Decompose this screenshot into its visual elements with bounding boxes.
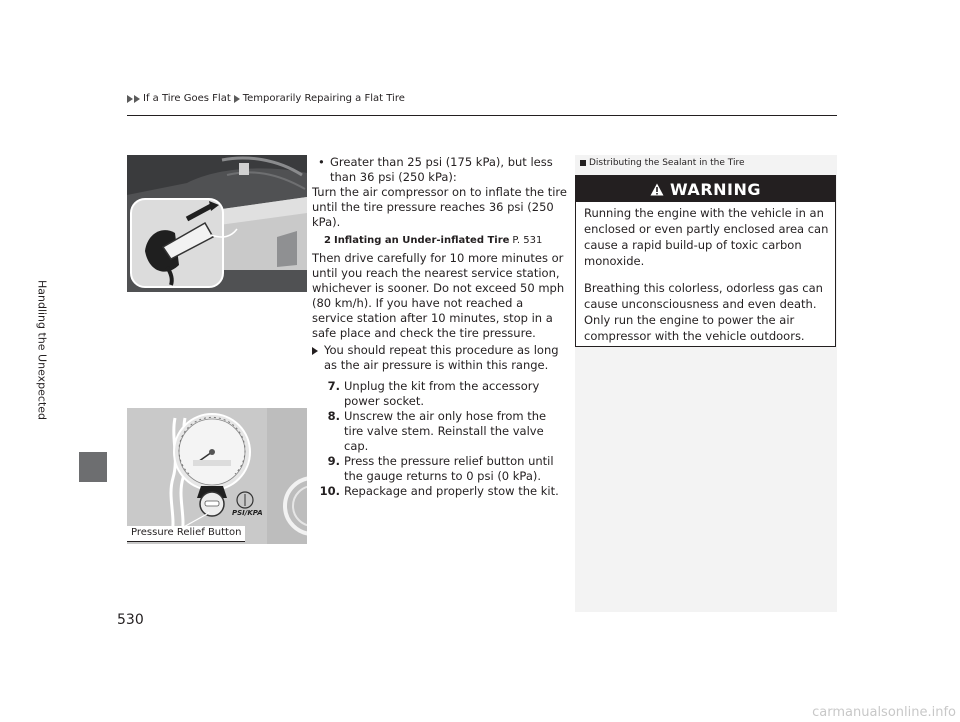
step-text: Repackage and properly stow the kit. — [344, 484, 559, 498]
step-number: 7. — [327, 379, 340, 393]
breadcrumb-arrow-icon — [127, 95, 133, 103]
step-item — [312, 454, 567, 484]
step-number: 9. — [327, 454, 340, 468]
breadcrumb-arrow-icon — [234, 95, 240, 103]
footer-watermark[interactable]: carmanualsonline.info — [812, 705, 956, 720]
main-content — [312, 155, 567, 499]
arrow-icon — [312, 347, 318, 355]
section-tab-marker[interactable] — [79, 452, 107, 482]
step-item — [312, 379, 567, 409]
warning-header — [576, 176, 835, 202]
warning-text — [584, 205, 830, 355]
bullet-text: Greater than 25 psi (175 kPa), but less than 36 psi (250 kPa): — [330, 155, 553, 184]
step-number: 10. — [319, 484, 340, 498]
note-marker-icon — [580, 160, 586, 166]
header-rule — [127, 115, 837, 116]
step-text: Unplug the kit from the accessory power socket. — [344, 379, 540, 408]
arrow-note-text: You should repeat this procedure as long as the air pressure is within this range. — [324, 343, 559, 372]
warning-label: WARNING — [670, 179, 761, 199]
page-number: 530 — [117, 612, 144, 628]
warning-triangle-icon — [650, 183, 664, 196]
instruction-paragraph: Then drive carefully for 10 more minutes or until you reach the nearest service station, whichever is sooner. Do not exceed 50 mph (80 km/h). If you have not reached a service station after 10 minutes, stop in a safe place and check the tire pressure. — [312, 251, 565, 340]
section-tab-label — [32, 220, 52, 480]
breadcrumb-item[interactable]: Temporarily Repairing a Flat Tire — [242, 93, 405, 104]
hose-illustration-svg — [127, 155, 307, 292]
step-item — [312, 484, 567, 499]
step-text: Press the pressure relief button until the gauge returns to 0 psi (0 kPa). — [344, 454, 554, 483]
instruction-paragraph: Turn the air compressor on to inflate the tire until the tire pressure reaches 36 psi (250 kPa). — [312, 185, 567, 229]
breadcrumb-item[interactable]: If a Tire Goes Flat — [143, 93, 231, 104]
step-item — [312, 409, 567, 454]
gauge-illustration-svg — [127, 408, 307, 544]
breadcrumb — [127, 93, 405, 104]
reference-page: P. 531 — [512, 235, 543, 246]
arrow-note — [312, 343, 567, 373]
cross-reference-link[interactable] — [324, 233, 567, 248]
step-text: Unscrew the air only hose from the tire valve stem. Reinstall the valve cap. — [344, 409, 547, 453]
step-number: 8. — [327, 409, 340, 423]
compressor-hose-illustration — [127, 155, 307, 292]
breadcrumb-arrow-icon — [134, 95, 140, 103]
reference-label: Inflating an Under-inflated Tire — [333, 235, 510, 246]
warning-paragraph: Running the engine with the vehicle in an enclosed or even partly enclosed area can cause a rapid build-up of toxic carbon monoxide. — [584, 206, 829, 268]
section-tab-text: Handling the Unexpected — [35, 279, 49, 421]
note-title-text: Distributing the Sealant in the Tire — [589, 158, 745, 168]
bullet-icon: • — [318, 155, 325, 169]
bullet-item — [312, 155, 567, 185]
note-title — [580, 158, 745, 168]
warning-paragraph: Breathing this colorless, odorless gas can cause unconsciousness and even death. Only run the engine to power the air compressor with the vehicle outdoors. — [584, 281, 823, 343]
pressure-relief-callout: Pressure Relief Button — [131, 527, 242, 538]
reference-icon: 2 — [324, 235, 331, 246]
gauge-unit-label: PSI/KPA — [232, 509, 263, 517]
pressure-gauge-illustration — [127, 408, 307, 544]
